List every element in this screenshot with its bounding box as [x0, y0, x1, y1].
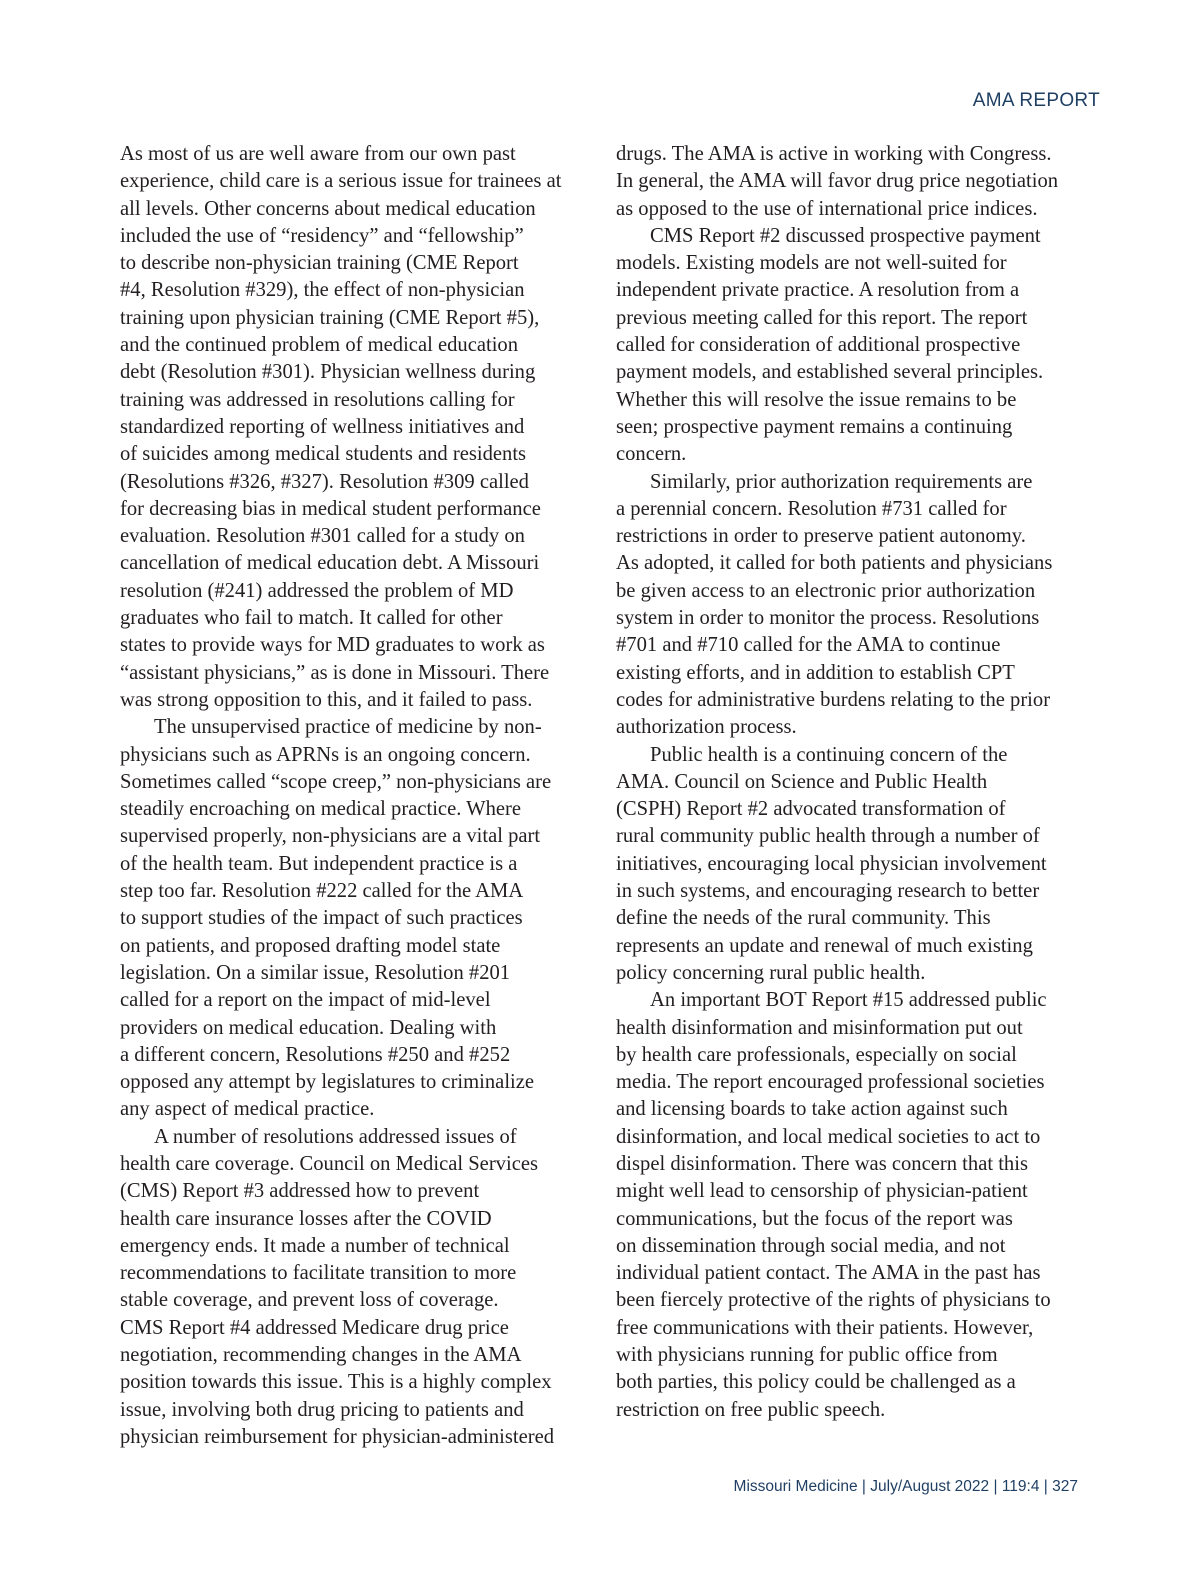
text-line: training was addressed in resolutions calling for: [120, 388, 515, 411]
text-line: cancellation of medical education debt. A Missouri: [120, 552, 540, 575]
text-line: Public health is a continuing concern of the: [650, 743, 1008, 766]
text-line: states to provide ways for MD graduates to work as: [120, 634, 545, 657]
text-line: (CMS) Report #3 addressed how to prevent: [120, 1180, 480, 1203]
paragraph: [616, 141, 1088, 223]
text-line: Whether this will resolve the issue remains to be: [616, 388, 1017, 411]
text-line: step too far. Resolution #222 called for the AMA: [120, 880, 524, 903]
text-line: on dissemination through social media, and not: [616, 1234, 1006, 1257]
paragraph: [616, 742, 1088, 988]
text-line: negotiation, recommending changes in the AMA: [120, 1344, 522, 1367]
text-line: to describe non-physician training (CME Report: [120, 252, 519, 275]
text-line: emergency ends. It made a number of technical: [120, 1234, 510, 1257]
text-line: restriction on free public speech.: [616, 1398, 886, 1421]
text-line: debt (Resolution #301). Physician wellness during: [120, 361, 536, 384]
text-line: both parties, this policy could be challenged as a: [616, 1371, 1016, 1394]
text-line: (Resolutions #326, #327). Resolution #309 called: [120, 470, 529, 493]
text-line: As adopted, it called for both patients and physicians: [616, 552, 1053, 575]
text-line: recommendations to facilitate transition to more: [120, 1262, 517, 1285]
text-line: In general, the AMA will favor drug price negotiation: [616, 170, 1059, 193]
footer-separator: |: [1043, 1478, 1048, 1495]
text-line: authorization process.: [616, 716, 797, 739]
text-line: of suicides among medical students and residents: [120, 443, 527, 466]
right-column: [616, 141, 1088, 1424]
text-line: models. Existing models are not well-suited for: [616, 252, 1007, 275]
text-line: called for consideration of additional prospective: [616, 334, 1021, 357]
paragraph: [120, 141, 592, 714]
text-line: policy concerning rural public health.: [616, 961, 926, 984]
paragraph: [616, 987, 1088, 1424]
volume-issue: 119:4: [1001, 1478, 1040, 1495]
text-line: called for a report on the impact of mid-level: [120, 989, 491, 1012]
text-line: a different concern, Resolutions #250 and #252: [120, 1043, 511, 1066]
text-line: issue, involving both drug pricing to patients and: [120, 1398, 524, 1421]
text-line: The unsupervised practice of medicine by non-: [154, 716, 542, 739]
text-line: evaluation. Resolution #301 called for a study on: [120, 525, 525, 548]
text-line: been fiercely protective of the rights of physicians to: [616, 1289, 1051, 1312]
text-line: CMS Report #2 discussed prospective payment: [650, 224, 1041, 247]
footer-separator: |: [861, 1478, 866, 1495]
text-line: was strong opposition to this, and it failed to pass.: [120, 688, 533, 711]
section-header: AMA REPORT: [972, 90, 1100, 111]
paragraph: [120, 1124, 592, 1452]
text-line: system in order to monitor the process. Resolutions: [616, 607, 1040, 630]
text-line: disinformation, and local medical societies to act to: [616, 1125, 1041, 1148]
text-line: providers on medical education. Dealing with: [120, 1016, 497, 1039]
text-line: (CSPH) Report #2 advocated transformation of: [616, 798, 1006, 821]
text-line: all levels. Other concerns about medical education: [120, 197, 536, 220]
text-line: communications, but the focus of the report was: [616, 1207, 1013, 1230]
text-line: individual patient contact. The AMA in the past has: [616, 1262, 1041, 1285]
text-line: of the health team. But independent practice is a: [120, 852, 518, 875]
text-line: as opposed to the use of international price indices.: [616, 197, 1038, 220]
text-line: An important BOT Report #15 addressed public: [650, 989, 1047, 1012]
text-line: seen; prospective payment remains a continuing: [616, 415, 1013, 438]
text-line: independent private practice. A resolution from a: [616, 279, 1020, 302]
text-line: free communications with their patients. However,: [616, 1316, 1034, 1339]
text-line: stable coverage, and prevent loss of coverage.: [120, 1289, 499, 1312]
text-line: position towards this issue. This is a highly complex: [120, 1371, 552, 1394]
paragraph: [616, 469, 1088, 742]
text-line: concern.: [616, 443, 687, 466]
text-line: opposed any attempt by legislatures to criminalize: [120, 1071, 535, 1094]
text-line: steadily encroaching on medical practice. Where: [120, 798, 522, 821]
text-line: As most of us are well aware from our own past: [120, 143, 516, 165]
text-line: training upon physician training (CME Report #5),: [120, 306, 540, 329]
text-line: a perennial concern. Resolution #731 called for: [616, 497, 1007, 520]
text-line: codes for administrative burdens relating to the prior: [616, 688, 1051, 711]
text-line: CMS Report #4 addressed Medicare drug price: [120, 1316, 509, 1339]
text-line: previous meeting called for this report. The report: [616, 306, 1028, 329]
text-line: legislation. On a similar issue, Resolution #201: [120, 961, 511, 984]
text-line: experience, child care is a serious issue for trainees at: [120, 170, 562, 193]
text-line: AMA. Council on Science and Public Health: [616, 770, 988, 793]
text-line: with physicians running for public office from: [616, 1344, 998, 1367]
text-line: physician reimbursement for physician-administered: [120, 1425, 555, 1448]
text-line: Similarly, prior authorization requirements are: [650, 470, 1033, 493]
text-line: resolution (#241) addressed the problem of MD: [120, 579, 514, 602]
text-line: physicians such as APRNs is an ongoing concern.: [120, 743, 531, 766]
page-footer: [734, 1478, 1078, 1496]
text-line: initiatives, encouraging local physician involvement: [616, 852, 1047, 875]
text-line: define the needs of the rural community. This: [616, 907, 991, 930]
text-line: and the continued problem of medical education: [120, 334, 519, 357]
text-line: A number of resolutions addressed issues of: [154, 1125, 517, 1148]
text-line: graduates who fail to match. It called for other: [120, 607, 503, 630]
text-line: for decreasing bias in medical student performance: [120, 497, 541, 520]
text-line: included the use of “residency” and “fellowship”: [120, 224, 524, 247]
paragraph: [120, 714, 592, 1123]
text-line: media. The report encouraged professional societies: [616, 1071, 1045, 1094]
text-line: standardized reporting of wellness initiatives and: [120, 415, 525, 438]
text-line: health care insurance losses after the COVID: [120, 1207, 492, 1230]
text-line: payment models, and established several principles.: [616, 361, 1044, 384]
text-line: restrictions in order to preserve patient autonomy.: [616, 525, 1026, 548]
text-line: on patients, and proposed drafting model state: [120, 934, 501, 957]
text-line: health care coverage. Council on Medical Services: [120, 1152, 538, 1175]
text-line: to support studies of the impact of such practices: [120, 907, 523, 930]
text-line: rural community public health through a number of: [616, 825, 1040, 848]
text-line: by health care professionals, especially on social: [616, 1043, 1017, 1066]
text-line: be given access to an electronic prior authorization: [616, 579, 1036, 602]
text-line: dispel disinformation. There was concern that this: [616, 1152, 1028, 1175]
text-line: drugs. The AMA is active in working with Congress.: [616, 143, 1052, 165]
footer-separator: |: [993, 1478, 998, 1495]
text-line: #4, Resolution #329), the effect of non-physician: [120, 279, 525, 302]
paragraph: [616, 223, 1088, 469]
text-line: Sometimes called “scope creep,” non-physicians are: [120, 770, 552, 793]
issue-date: July/August 2022: [870, 1478, 990, 1495]
text-line: in such systems, and encouraging research to better: [616, 880, 1040, 903]
text-line: supervised properly, non-physicians are a vital part: [120, 825, 541, 848]
text-line: represents an update and renewal of much existing: [616, 934, 1033, 957]
text-line: “assistant physicians,” as is done in Missouri. There: [120, 661, 550, 684]
text-line: might well lead to censorship of physician-patient: [616, 1180, 1028, 1203]
text-line: health disinformation and misinformation put out: [616, 1016, 1023, 1039]
text-line: any aspect of medical practice.: [120, 1098, 375, 1121]
text-line: and licensing boards to take action against such: [616, 1098, 1008, 1121]
text-line: existing efforts, and in addition to establish CPT: [616, 661, 1015, 684]
text-line: #701 and #710 called for the AMA to continue: [616, 634, 1001, 657]
left-column: [120, 141, 592, 1451]
journal-name: Missouri Medicine: [733, 1478, 858, 1495]
page-number: 327: [1052, 1478, 1078, 1495]
